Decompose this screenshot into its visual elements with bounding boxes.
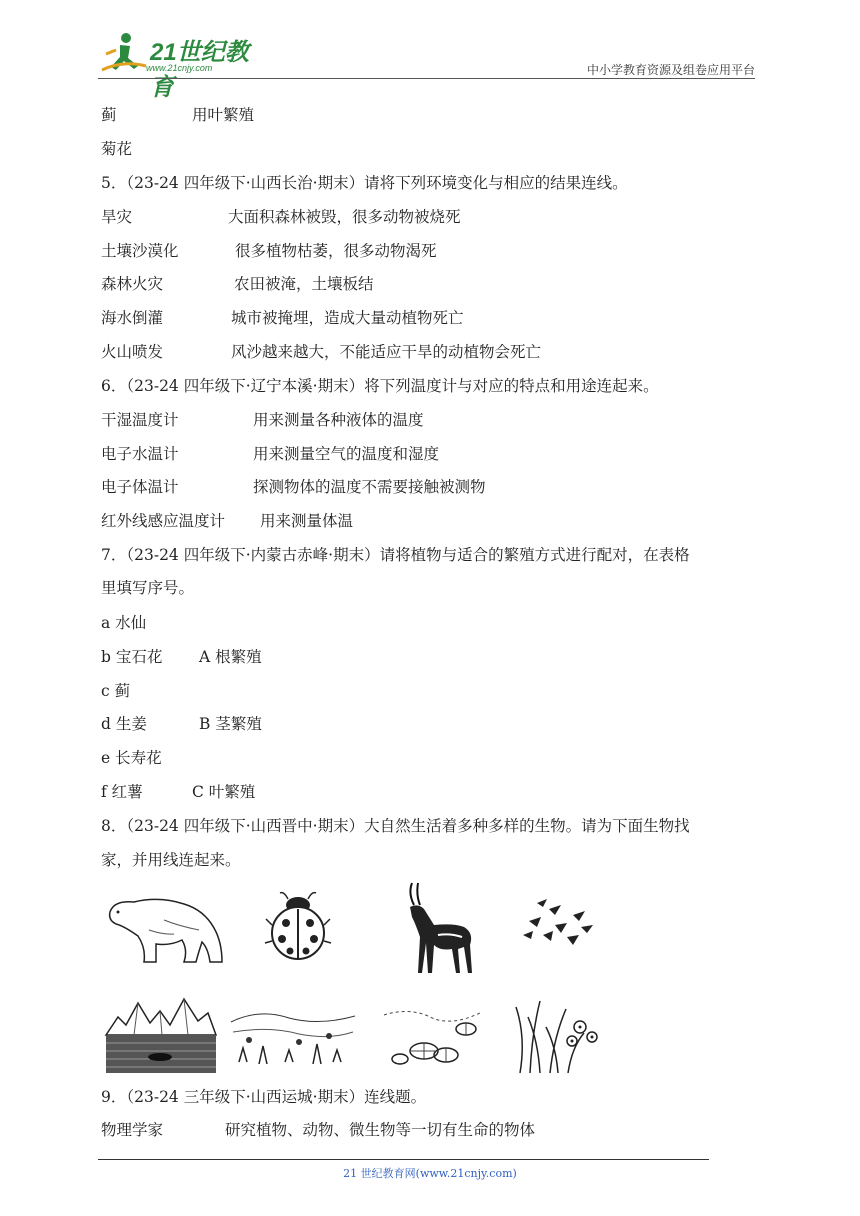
text-line: 红外线感应温度计 用来测量体温 (101, 512, 354, 530)
wild-grass-flowers-image (510, 997, 600, 1075)
text-line: b 宝石花 A 根繁殖 (101, 648, 262, 666)
logo-text: 21世纪教育 (150, 39, 249, 101)
polar-bear-image (104, 890, 228, 968)
text-line: a 水仙 (101, 614, 147, 632)
text-line: 土壤沙漠化 很多植物枯萎，很多动物渴死 (101, 242, 437, 260)
page-header (98, 30, 755, 101)
header-divider (98, 78, 755, 79)
text-line: e 长寿花 (101, 749, 162, 767)
ladybug-image (264, 889, 332, 965)
site-logo (98, 30, 268, 101)
platform-name: 中小学教育资源及组卷应用平台 (586, 63, 755, 77)
text-line: 干湿温度计 用来测量各种液体的温度 (101, 411, 424, 429)
text-line: 旱灾 大面积森林被毁，很多动物被烧死 (101, 208, 461, 226)
page-footer: 21 世纪教育网(www.21cnjy.com) (343, 1167, 517, 1180)
text-line: 电子体温计 探测物体的温度不需要接触被测物 (101, 478, 486, 496)
text-line: 森林火灾 农田被淹，土壤板结 (101, 275, 374, 293)
antelope-image (394, 881, 478, 975)
text-line: 海水倒灌 城市被掩埋，造成大量动植物死亡 (101, 309, 464, 327)
grassland-image (229, 1002, 357, 1068)
runner-icon (98, 30, 148, 76)
text-line: c 蓟 (101, 682, 131, 700)
text-line: 火山喷发 风沙越来越大，不能适应干旱的动植物会死亡 (101, 343, 542, 361)
question-9: 9．（23-24 三年级下·山西运城·期末）连线题。 (101, 1088, 427, 1106)
text-line: 电子水温计 用来测量空气的温度和湿度 (101, 445, 440, 463)
text-line: 里填写序号。 (101, 579, 195, 597)
logo-url: www.21cnjy.com (146, 63, 213, 73)
text-line: 物理学家 研究植物、动物、微生物等一切有生命的物体 (101, 1121, 536, 1139)
lotus-pond-image (380, 1005, 490, 1069)
text-line: d 生姜 B 茎繁殖 (101, 715, 262, 733)
bird-flock-image (519, 895, 597, 951)
question-7: 7．（23-24 四年级下·内蒙古赤峰·期末）请将植物与适合的繁殖方式进行配对，在表格 (101, 546, 690, 564)
ice-mountain-sea-image (104, 995, 218, 1075)
question-6: 6．（23-24 四年级下·辽宁本溪·期末）将下列温度计与对应的特点和用途连起来。 (101, 377, 659, 395)
text-line: f 红薯 C 叶繁殖 (101, 783, 256, 801)
text-line: 家，并用线连起来。 (101, 851, 241, 869)
footer-divider (98, 1159, 709, 1160)
text-line: 蓟 用叶繁殖 (101, 106, 255, 124)
question-8: 8．（23-24 四年级下·山西晋中·期末）大自然生活着多种多样的生物。请为下面生物找 (101, 817, 690, 835)
question-5: 5．（23-24 四年级下·山西长治·期末）请将下列环境变化与相应的结果连线。 (101, 174, 628, 192)
text-line: 菊花 (101, 140, 133, 158)
